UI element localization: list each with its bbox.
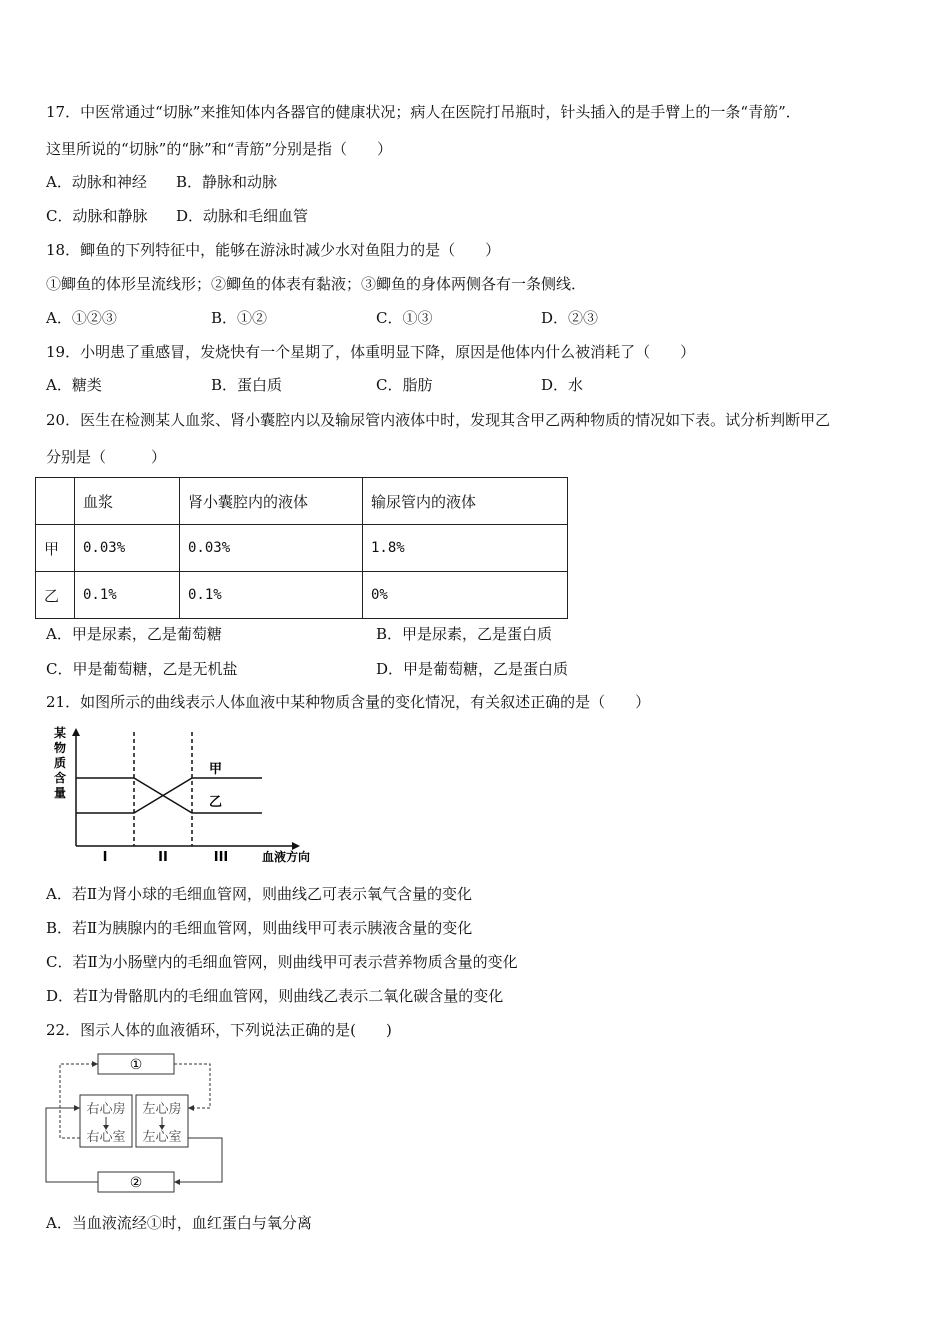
table-cell: 0.1% [180,572,363,619]
table-header-cell: 输尿管内的液体 [363,478,568,525]
arrow-head [174,1179,180,1185]
curve-label-jia: 甲 [209,762,223,777]
arrow-head [92,1061,98,1067]
y-axis-label-char: 质 [53,756,67,770]
curve-jia [76,778,262,813]
q18-option-c: C．①③ [376,309,433,327]
table-row [36,525,568,572]
q21-stem: 21．如图所示的曲线表示人体血液中某种物质含量的变化情况，有关叙述正确的是（ ） [46,693,651,711]
q20-stem-line1: 20．医生在检测某人血浆、肾小囊腔内以及输尿管内液体中时，发现其含甲乙两种物质的情况如下表。试分析判断甲乙 [46,411,831,429]
q17-option-b: B．静脉和动脉 [176,173,278,191]
q20-option-c: C．甲是葡萄糖，乙是无机盐 [46,660,238,678]
arrow-head [188,1105,194,1111]
y-axis-arrow [72,728,80,736]
q21-option-d: D．若Ⅱ为骨骼肌内的毛细血管网，则曲线乙表示二氧化碳含量的变化 [46,987,504,1005]
table-header-cell: 血浆 [75,478,180,525]
box-1-label: ① [129,1057,143,1073]
q22-option-a: A．当血液流经①时，血红蛋白与氧分离 [46,1214,312,1232]
y-axis-label-char: 含 [53,771,67,785]
right-ventricle-label: 右心室 [86,1130,126,1145]
x-axis-label: 血液方向 [262,850,311,864]
q18-stem: 18．鲫鱼的下列特征中，能够在游泳时减少水对鱼阻力的是（ ） [46,241,501,259]
q19-option-a: A．糖类 [46,376,102,394]
q17-stem-line1: 17．中医常通过“切脉”来推知体内各器官的健康状况；病人在医院打吊瓶时，针头插入的是手臂上的一条“青筋”． [46,103,801,121]
box-2-label: ② [129,1175,143,1191]
q20-stem-line2: 分别是（ ） [46,448,167,466]
table-cell: 0.03% [180,525,363,572]
y-axis-label-char: 物 [53,741,67,755]
y-axis-label-char: 某 [53,726,67,740]
q18-info: ①鲫鱼的体形呈流线形；②鲫鱼的体表有黏液；③鲫鱼的身体两侧各有一条侧线． [46,275,587,293]
left-atrium-label: 左心房 [142,1102,182,1117]
q19-stem: 19．小明患了重感冒，发烧快有一个星期了，体重明显下降，原因是他体内什么被消耗了（ ） [46,343,696,361]
q20-option-d: D．甲是葡萄糖，乙是蛋白质 [376,660,569,678]
table-cell: 乙 [36,572,75,619]
left-ventricle-label: 左心室 [142,1130,182,1145]
arrow-head [74,1105,80,1111]
q21-curve-figure [46,726,342,866]
q17-option-a: A．动脉和神经 [46,173,147,191]
q21-option-a: A．若Ⅱ为肾小球的毛细血管网，则曲线乙可表示氧气含量的变化 [46,885,473,903]
q17-option-d: D．动脉和毛细血管 [176,207,309,225]
table-cell: 0.03% [75,525,180,572]
q20-option-a: A．甲是尿素，乙是葡萄糖 [46,625,222,643]
q18-option-a: A．①②③ [46,309,117,327]
q21-option-b: B．若Ⅱ为胰腺内的毛细血管网，则曲线甲可表示胰液含量的变化 [46,919,473,937]
y-axis-label-char: 量 [53,786,67,800]
q19-option-b: B．蛋白质 [211,376,283,394]
q18-option-b: B．①② [211,309,268,327]
q20-data-table [35,477,568,619]
q19-option-c: C．脂肪 [376,376,433,394]
q22-circulation-figure [40,1050,230,1198]
x-axis-arrow [292,842,300,850]
table-header-row [36,478,568,525]
right-atrium-label: 右心房 [86,1102,126,1117]
q18-option-d: D．②③ [541,309,599,327]
segment-label-2: II [158,850,168,865]
curve-label-yi: 乙 [209,795,223,810]
table-cell: 0% [363,572,568,619]
q21-option-c: C．若Ⅱ为小肠壁内的毛细血管网，则曲线甲可表示营养物质含量的变化 [46,953,518,971]
table-cell: 0.1% [75,572,180,619]
table-cell: 1.8% [363,525,568,572]
q19-option-d: D．水 [541,376,584,394]
q22-stem: 22．图示人体的血液循环，下列说法正确的是( ) [46,1021,392,1039]
table-row [36,572,568,619]
q17-stem-line2: 这里所说的“切脉”的“脉”和“青筋”分别是指（ ） [46,140,393,158]
segment-label-3: III [213,850,229,865]
table-cell: 甲 [36,525,75,572]
curve-yi [76,778,262,813]
table-header-cell: 肾小囊腔内的液体 [180,478,363,525]
table-header-cell [36,478,75,525]
q17-option-c: C．动脉和静脉 [46,207,148,225]
segment-label-1: I [102,850,108,865]
q20-option-b: B．甲是尿素，乙是蛋白质 [376,625,553,643]
